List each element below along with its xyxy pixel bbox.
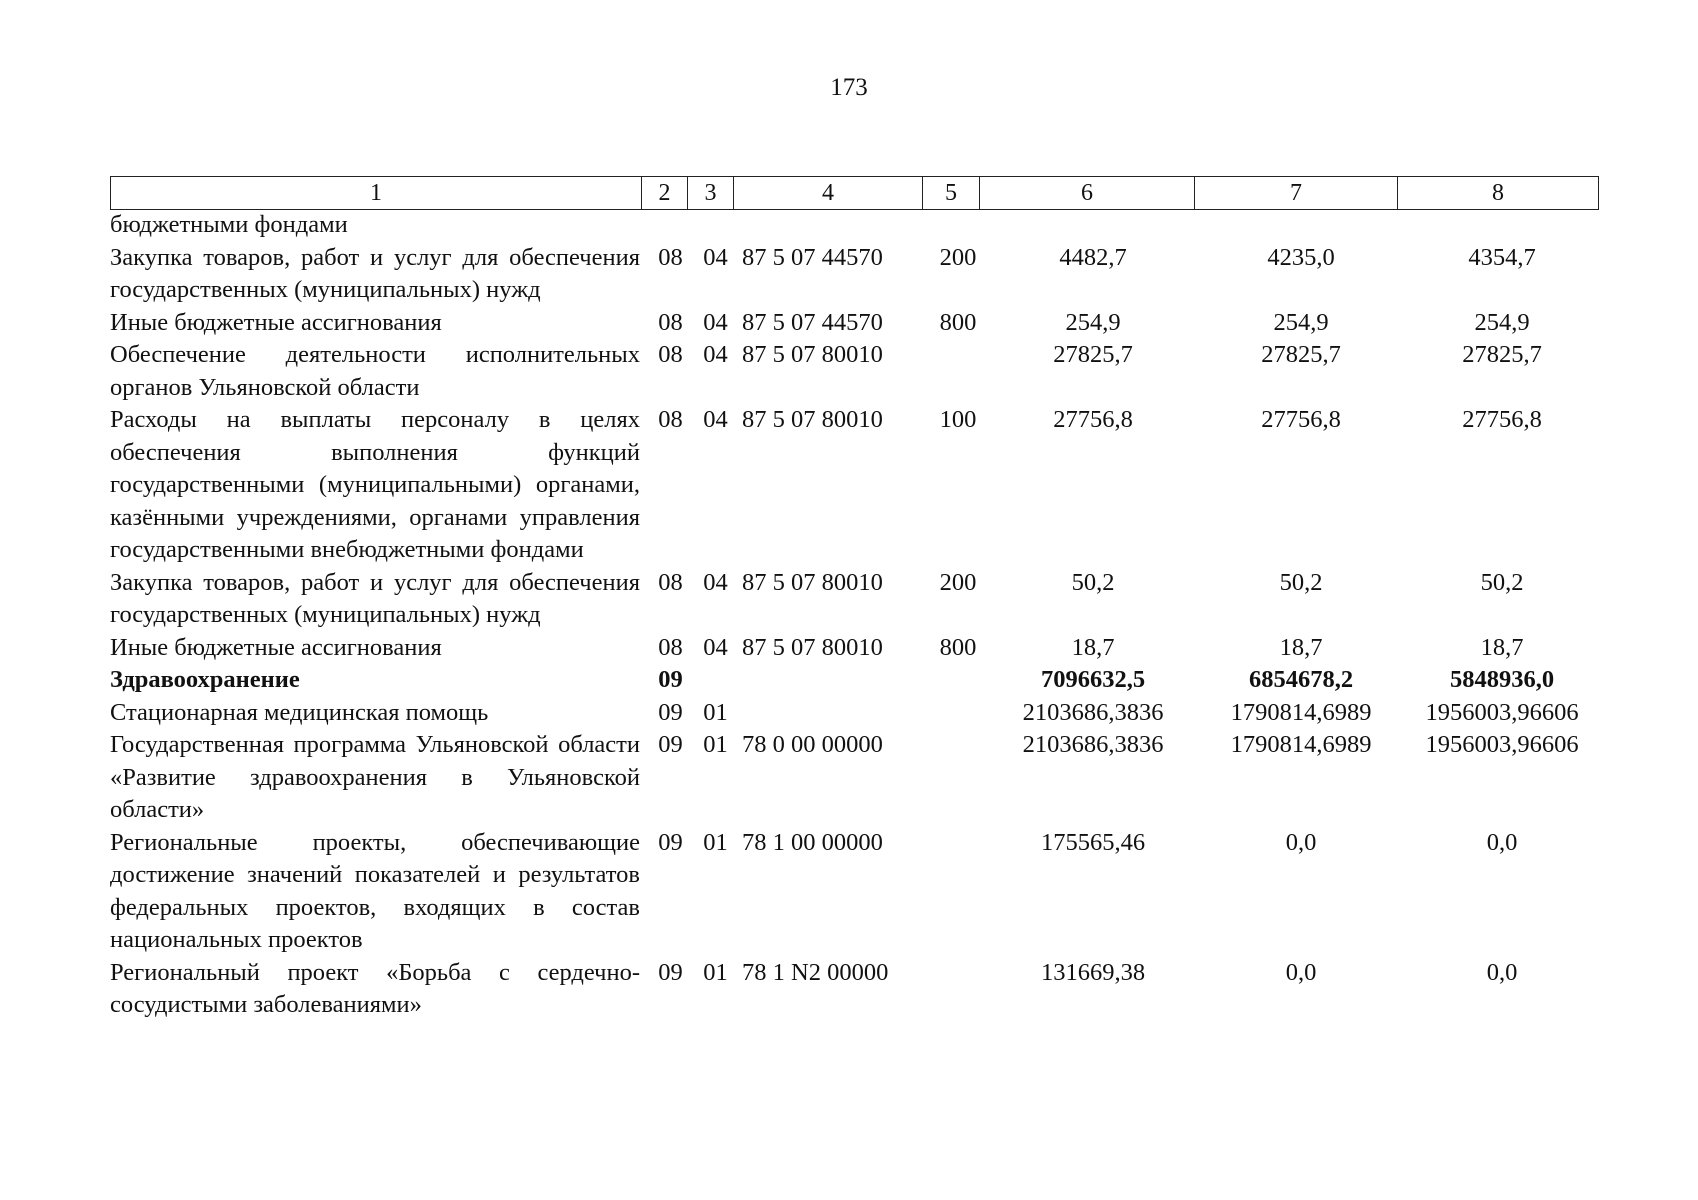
row-section-code: 09 [658,731,683,758]
row-subsection-code: 01 [703,958,728,986]
row-target-article: 78 0 00 00000 [742,731,883,758]
row-amount-col6: 7096632,5 [1040,666,1146,693]
row-amount-col7 [1200,209,1402,242]
row-amount-col8: 50,2 [1480,568,1524,596]
row-amount-col6: 2103686,3836 [1022,731,1164,758]
column-header-row [110,176,1599,210]
row-target-article: 87 5 07 80010 [742,633,883,661]
row-amount-col6: 50,2 [1071,568,1115,596]
row-amount-col6: 175565,46 [1040,828,1146,856]
row-amount-col7: 27756,8 [1261,406,1341,433]
row-name: бюджетными фондами [110,211,348,238]
column-header-5: 5 [923,177,980,210]
row-expense-type [930,729,986,827]
row-amount-col8: 4354,7 [1468,243,1536,271]
column-header-2: 2 [642,177,688,210]
row-amount-col7: 1790814,6989 [1230,698,1372,726]
row-name: Обеспечение деятельности исполнительных органов Ульяновской области [110,341,640,401]
row-amount-col8: 18,7 [1480,633,1524,661]
row-amount-col8: 0,0 [1486,828,1518,856]
row-name: Иные бюджетные ассигнования [110,633,442,661]
row-section-code [648,209,693,242]
table-row [110,242,1602,307]
row-section-code: 09 [658,698,683,726]
row-name: Расходы на выплаты персоналу в целях обеспечения выполнения функций государственными (муниципальными) органами, казёнными учреждениями, органами управления государственными внебюджетными фондами [110,406,640,563]
row-section-code: 09 [658,828,683,856]
row-section-code: 08 [658,406,683,433]
row-amount-col6: 254,9 [1065,308,1121,336]
row-subsection-code: 04 [703,308,728,336]
table-row [110,307,1602,340]
row-subsection-code [693,209,738,242]
row-subsection-code: 04 [703,243,728,271]
row-section-code: 08 [658,633,683,661]
table-row [110,339,1602,404]
table-row [110,209,1602,242]
table-row [110,567,1602,632]
row-subsection-code: 04 [703,633,728,661]
row-target-article: 87 5 07 80010 [742,568,883,596]
row-subsection-code: 04 [703,406,728,433]
table-row [110,632,1602,665]
row-expense-type [930,664,986,697]
row-target-article: 87 5 07 44570 [742,243,883,271]
row-target-article [738,664,930,697]
row-expense-type: 100 [939,406,977,433]
row-section-code: 08 [658,341,683,368]
row-amount-col7: 0,0 [1285,828,1317,856]
row-section-code: 09 [658,666,683,693]
row-amount-col7: 254,9 [1273,308,1329,336]
row-amount-col8: 27825,7 [1462,341,1542,368]
row-subsection-code: 04 [703,341,728,368]
column-header-1: 1 [111,177,642,210]
table-row [110,957,1602,1022]
row-amount-col8: 27756,8 [1462,406,1542,433]
row-amount-col7: 0,0 [1285,958,1317,986]
row-target-article: 78 1 00 00000 [742,828,883,856]
table-row [110,404,1602,567]
row-target-article: 87 5 07 80010 [742,406,883,433]
row-section-code: 08 [658,243,683,271]
row-expense-type [930,957,986,1022]
table-row [110,729,1602,827]
row-amount-col7: 1790814,6989 [1230,731,1372,758]
row-name: Закупка товаров, работ и услуг для обеспечения государственных (муниципальных) нужд [110,243,640,303]
row-subsection-code: 01 [703,698,728,726]
page-number: 173 [830,74,868,101]
column-header-3: 3 [688,177,734,210]
row-amount-col8 [1402,209,1602,242]
row-name: Стационарная медицинская помощь [110,698,489,726]
row-expense-type: 800 [939,633,977,661]
row-amount-col6: 2103686,3836 [1022,698,1164,726]
row-target-article: 87 5 07 44570 [742,308,883,336]
row-name: Региональный проект «Борьба с сердечно-сосудистыми заболеваниями» [110,958,640,1018]
column-header-8: 8 [1398,177,1599,210]
row-subsection-code: 04 [703,568,728,596]
table-row [110,827,1602,957]
row-expense-type: 800 [939,308,977,336]
row-amount-col6: 27756,8 [1053,406,1133,433]
row-amount-col7: 27825,7 [1261,341,1341,368]
row-amount-col8: 1956003,96606 [1425,698,1579,726]
row-amount-col6: 18,7 [1071,633,1115,661]
row-target-article [738,209,930,242]
budget-table-body [110,209,1602,1022]
column-header-6: 6 [980,177,1195,210]
row-amount-col7: 50,2 [1279,568,1323,596]
row-amount-col6: 131669,38 [1040,958,1146,986]
row-subsection-code: 01 [703,828,728,856]
row-amount-col6 [986,209,1200,242]
row-target-article [738,697,930,730]
row-amount-col8: 5848936,0 [1449,666,1555,693]
row-amount-col7: 6854678,2 [1248,666,1354,693]
row-amount-col8: 0,0 [1486,958,1518,986]
column-header-4: 4 [734,177,923,210]
row-target-article: 87 5 07 80010 [742,341,883,368]
row-expense-type: 200 [939,568,977,596]
row-amount-col8: 254,9 [1474,308,1530,336]
row-section-code: 09 [658,958,683,986]
row-target-article: 78 1 N2 00000 [742,958,889,986]
row-section-code: 08 [658,568,683,596]
row-subsection-code [693,664,738,697]
row-name: Закупка товаров, работ и услуг для обеспечения государственных (муниципальных) нужд [110,568,640,628]
row-name: Региональные проекты, обеспечивающие достижение значений показателей и результатов федеральных проектов, входящих в состав национальных проектов [110,828,640,953]
row-subsection-code: 01 [703,731,728,758]
table-row [110,697,1602,730]
row-expense-type [930,827,986,957]
row-name: Государственная программа Ульяновской области «Развитие здравоохранения в Ульяновской области» [110,731,640,823]
row-expense-type: 200 [939,243,977,271]
row-amount-col8: 1956003,96606 [1425,731,1579,758]
row-amount-col6: 4482,7 [1059,243,1127,271]
row-expense-type [930,209,986,242]
row-amount-col6: 27825,7 [1053,341,1133,368]
row-name: Иные бюджетные ассигнования [110,308,442,336]
row-name: Здравоохранение [110,666,300,693]
row-amount-col7: 4235,0 [1267,243,1335,271]
table-row [110,664,1602,697]
row-expense-type [930,339,986,404]
budget-table [110,209,1602,1022]
row-section-code: 08 [658,308,683,336]
row-expense-type [930,697,986,730]
row-amount-col7: 18,7 [1279,633,1323,661]
column-header-7: 7 [1195,177,1398,210]
